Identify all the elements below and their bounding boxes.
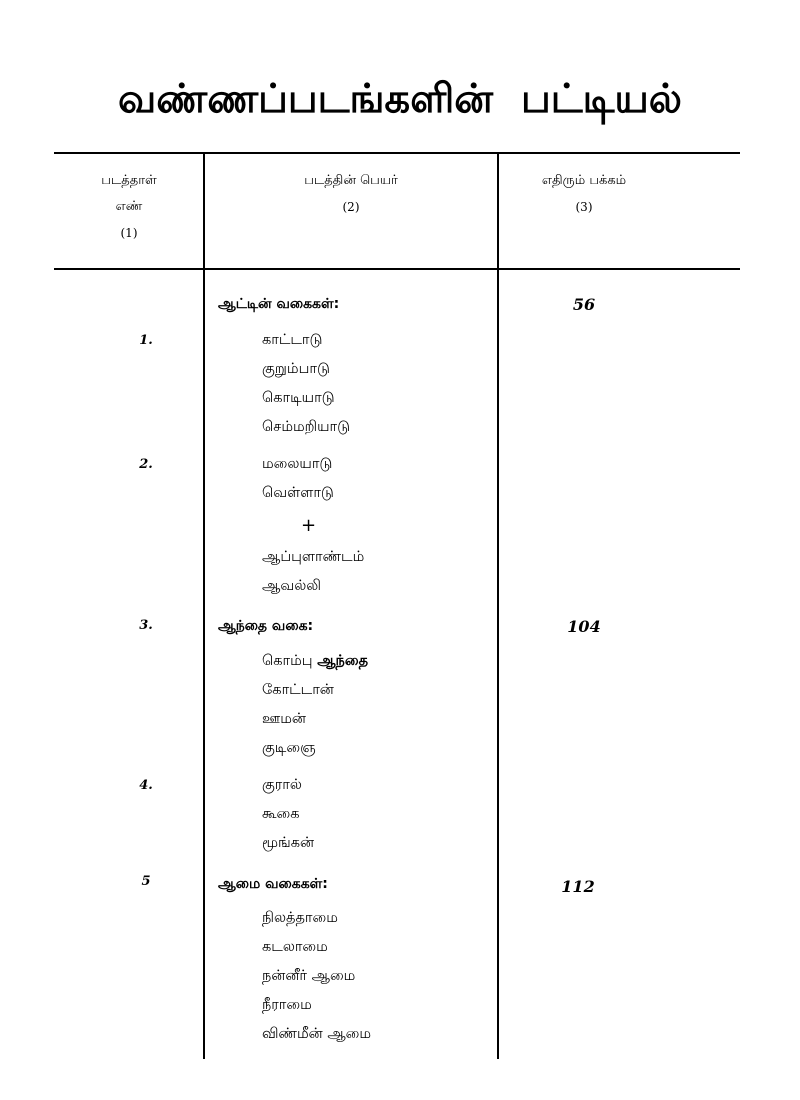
column-header-plate-number: [54, 168, 204, 246]
list-item: விண்மீன் ஆமை: [262, 1026, 372, 1042]
plate-number-2: 2.: [139, 457, 153, 472]
header-facing-page-index: (3): [575, 200, 593, 214]
list-item: குடிஞை: [262, 740, 316, 756]
list-item: குறும்பாடு: [262, 361, 330, 377]
header-plate-number-label-2: எண்: [115, 199, 143, 214]
facing-page-turtles: 112: [561, 877, 595, 896]
list-item: நிலத்தாமை: [262, 910, 338, 926]
list-item: வெள்ளாடு: [262, 485, 334, 501]
section-heading-owls: ஆந்தை வகை:: [218, 618, 314, 634]
list-item: கடலாமை: [262, 939, 328, 955]
facing-page-goats: 56: [572, 295, 596, 314]
header-plate-number-index: (1): [120, 226, 138, 240]
header-facing-page-label: எதிரும் பக்கம்: [541, 173, 627, 188]
table-top-rule: [54, 152, 740, 154]
page-title: வண்ணப்படங்களின் பட்டியல்: [118, 76, 682, 122]
plate-number-3: 3.: [139, 618, 153, 633]
list-item: ஆப்புளாண்டம்: [262, 549, 365, 565]
header-plate-name-index: (2): [342, 200, 360, 214]
list-item: ஊமன்: [262, 711, 306, 727]
plate-number-5: 5: [141, 874, 151, 889]
list-item: [262, 653, 368, 671]
column-divider-left: [203, 152, 205, 1059]
list-item: செம்மறியாடு: [262, 419, 351, 435]
plate-number-4: 4.: [139, 778, 153, 793]
list-item-text: கொம்பு: [262, 653, 313, 669]
header-plate-name-label: படத்தின் பெயர்: [304, 173, 398, 188]
section-heading-goats: ஆட்டின் வகைகள்:: [218, 296, 340, 312]
list-item: மலையாடு: [262, 456, 333, 472]
list-item: கூகை: [262, 806, 300, 822]
list-item: கொடியாடு: [262, 390, 335, 406]
facing-page-owls: 104: [567, 617, 601, 636]
column-header-plate-name: [205, 168, 497, 220]
header-plate-number-label: படத்தாள்: [101, 173, 157, 188]
list-item: ஆவல்லி: [262, 578, 322, 594]
column-divider-right: [497, 152, 499, 1059]
list-item: மூங்கன்: [262, 835, 315, 851]
section-heading-turtles: ஆமை வகைகள்:: [218, 876, 328, 892]
list-item: நீராமை: [262, 997, 312, 1013]
plate-number-1: 1.: [139, 333, 153, 348]
list-item: கோட்டான்: [262, 682, 334, 698]
list-item: காட்டாடு: [262, 332, 323, 348]
column-header-facing-page: [499, 168, 669, 220]
table-header-rule: [54, 268, 740, 270]
list-item-emphasis: ஆந்தை: [317, 653, 369, 669]
plus-sign: +: [301, 515, 317, 536]
list-item: நன்னீர் ஆமை: [262, 968, 356, 984]
list-item: குரால்: [262, 777, 302, 793]
